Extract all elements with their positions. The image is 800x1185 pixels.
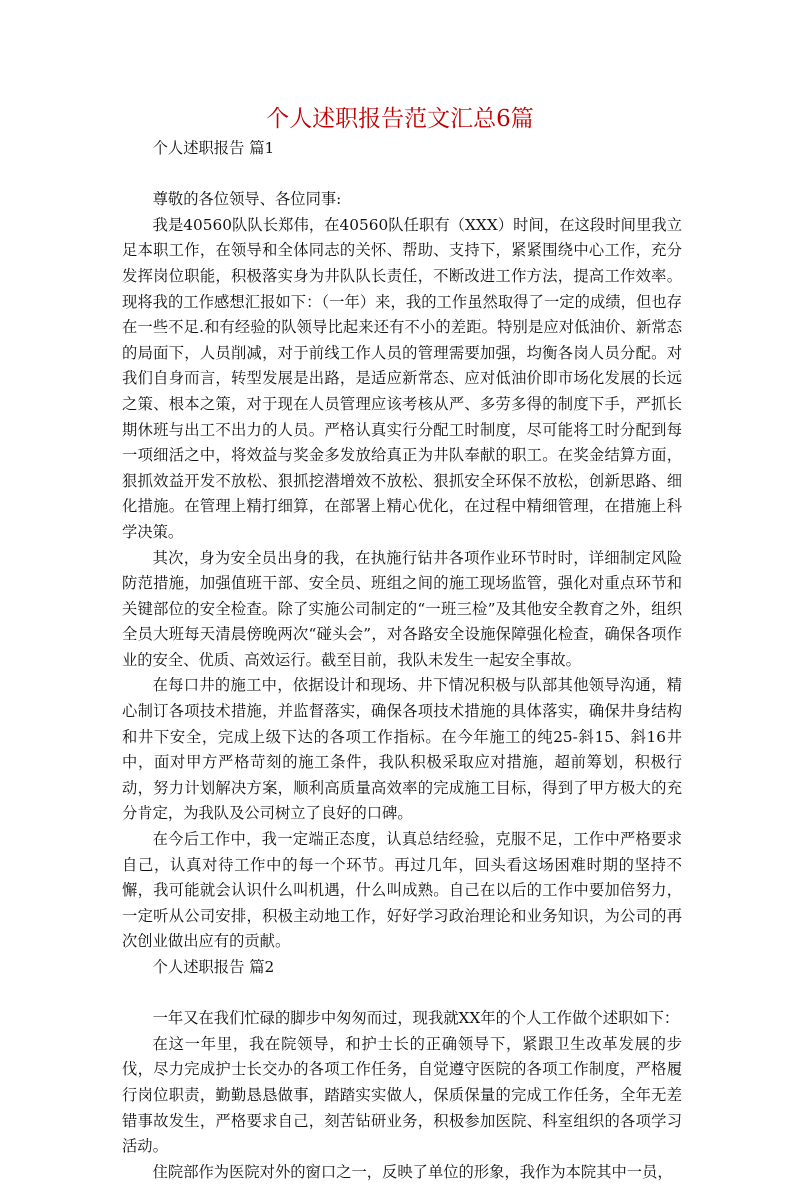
document-body (122, 136, 682, 1185)
paragraph: 在今后工作中，我一定端正态度，认真总结经验，克服不足，工作中严格要求自己，认真对待工作中的每一个环节。再过几年，回头看这场困难时期的坚持不懈，我可能就会认识什么叫机遇，什么叫成熟。自己在以后的工作中要加倍努力，一定听从公司安排，积极主动地工作，好好学习政治理论和业务知识，为公司的再次创业做出应有的贡献。 (122, 830, 682, 951)
paragraph: 在每口井的施工中，依据设计和现场、井下情况积极与队部其他领导沟通，精心制订各项技术措施，并监督落实，确保各项技术措施的具体落实，确保井身结构和井下安全，完成上级下达的各项工作指标。在今年施工的纯25-斜15、斜16井中，面对甲方严格苛刻的施工条件，我队积极采取应对措施，超前筹划，积极行动，努力计划解决方案，顺利高质量高效率的完成施工目标，得到了甲方极大的充分肯定，为我队及公司树立了良好的口碑。 (122, 676, 682, 823)
document-title: 个人述职报告范文汇总6篇 (266, 106, 534, 132)
paragraph: 尊敬的各位领导、各位同事: (152, 190, 342, 209)
section-heading: 个人述职报告 篇1 (152, 139, 275, 157)
section-heading: 个人述职报告 篇2 (152, 958, 275, 976)
paragraph: 住院部作为医院对外的窗口之一，反映了单位的形象，我作为本院其中一员， (152, 1162, 673, 1181)
paragraph: 其次，身为安全员出身的我，在执施行钻井各项作业环节时时，详细制定风险防范措施，加强值班干部、安全员、班组之间的施工现场监管，强化对重点环节和关键部位的安全检查。除了实施公司制定的“一班三检”及其他安全教育之外，组织全员大班每天清晨傍晚两次“碰头会”，对各路安全设施保障强化检查，确保各项作业的安全、优质、高效运行。截至目前，我队未发生一起安全事故。 (122, 548, 682, 669)
paragraph: 在这一年里，我在院领导，和护士长的正确领导下，紧跟卫生改革发展的步伐，尽力完成护士长交办的各项工作任务，自觉遵守医院的各项工作制度，严格履行岗位职责，勤勤恳恳做事，踏踏实实做人，保质保量的完成工作任务，全年无差错事故发生，严格要求自己，刻苦钻研业务，积极参加医院、科室组织的各项学习活动。 (122, 1034, 682, 1156)
paragraph: 一年又在我们忙碌的脚步中匆匆而过，现我就XX年的个人工作做个述职如下： (152, 1009, 680, 1028)
paragraph: 我是40560队队长郑伟，在40560队任职有（XXX）时间，在这段时间里我立足本职工作，在领导和全体同志的关怀、帮助、支持下，紧紧围绕中心工作，充分发挥岗位职能，积极落实身为井队队长责任，不断改进工作方法，提高工作效率。现将我的工作感想汇报如下：（一年）来，我的工作虽然取得了一定的成绩，但也存在一些不足.和有经验的队领导比起来还有不小的差距。特别是应对低油价、新常态的局面下，人员削减，对于前线工作人员的管理需要加强，均衡各岗人员分配。对我们自身而言，转型发展是出路，是适应新常态、应对低油价即市场化发展的长远之策、根本之策，对于现在人员管理应该考核从严、多劳多得的制度下手，严抓长期休班与出工不出力的人员。严格认真实行分配工时制度，尽可能将工时分配到每一项细活之中，将效益与奖金多发放给真正为井队奉献的职工。在奖金结算方面，狠抓效益开发不放松、狠抓挖潜增效不放松、狠抓安全环保不放松，创新思路、细化措施。在管理上精打细算，在部署上精心优化，在过程中精细管理，在措施上科学决策。 (122, 215, 682, 541)
